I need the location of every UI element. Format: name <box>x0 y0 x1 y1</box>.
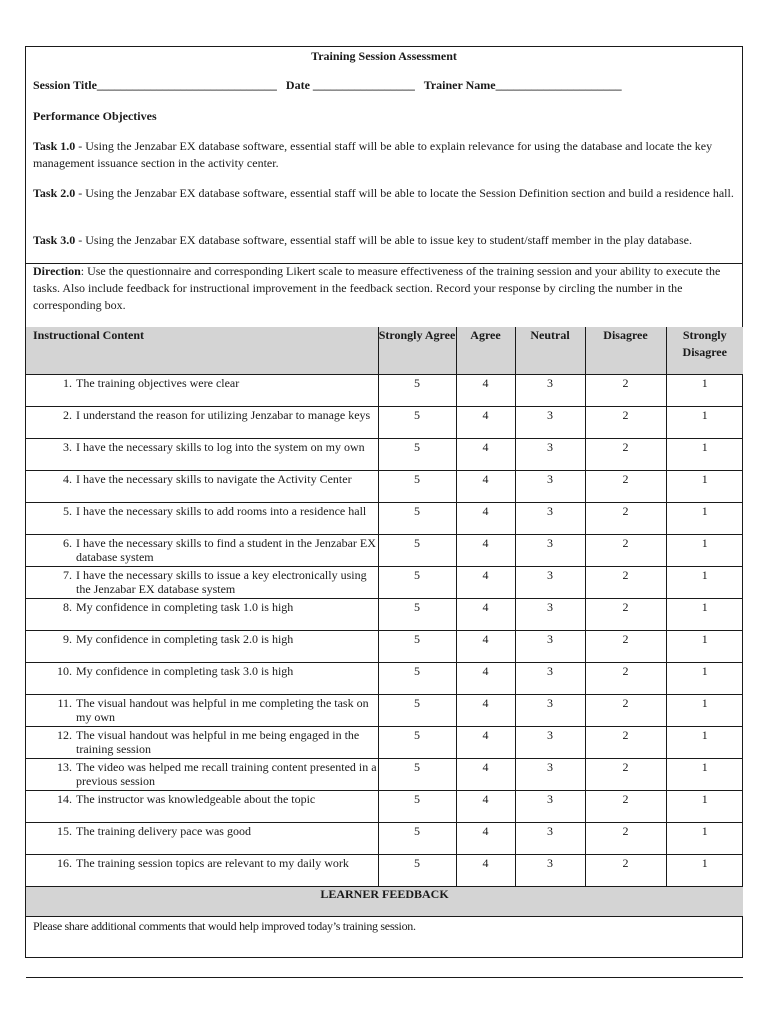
question-text: The visual handout was helpful in me being engaged in the training session <box>76 728 360 756</box>
rating-option[interactable]: 1 <box>666 855 743 887</box>
table-row <box>26 631 743 663</box>
rating-option[interactable]: 4 <box>456 631 515 663</box>
question-cell <box>26 855 378 887</box>
rating-option[interactable]: 5 <box>378 567 456 599</box>
table-row <box>26 791 743 823</box>
rating-option[interactable]: 4 <box>456 503 515 535</box>
header-neutral: Neutral <box>515 327 585 375</box>
question-text: My confidence in completing task 3.0 is high <box>76 664 294 678</box>
rating-option[interactable]: 3 <box>515 631 585 663</box>
header-strongly-disagree: Strongly Disagree <box>666 327 743 375</box>
question-text: My confidence in completing task 1.0 is high <box>76 600 294 614</box>
task-label: Task 2.0 <box>33 186 76 200</box>
feedback-comment-row <box>26 917 743 978</box>
question-text: The video was helped me recall training content presented in a previous session <box>76 760 377 788</box>
learner-feedback-heading: LEARNER FEEDBACK <box>26 887 743 917</box>
rating-option[interactable]: 2 <box>585 855 666 887</box>
question-text: The training session topics are relevant to my daily work <box>76 856 349 870</box>
question-cell <box>26 791 378 823</box>
rating-option[interactable]: 1 <box>666 791 743 823</box>
rating-option[interactable]: 4 <box>456 663 515 695</box>
rating-option[interactable]: 3 <box>515 375 585 407</box>
rating-option[interactable]: 5 <box>378 663 456 695</box>
question-text: The training delivery pace was good <box>76 824 251 838</box>
task-label: Task 1.0 <box>33 139 76 153</box>
rating-option[interactable]: 2 <box>585 695 666 727</box>
rating-option[interactable]: 5 <box>378 375 456 407</box>
rating-option[interactable]: 2 <box>585 727 666 759</box>
direction-section <box>26 263 742 328</box>
rating-option[interactable]: 4 <box>456 439 515 471</box>
question-text: I have the necessary skills to find a student in the Jenzabar EX database system <box>76 536 376 564</box>
rating-option[interactable]: 2 <box>585 567 666 599</box>
task-text: - Using the Jenzabar EX database software, essential staff will be able to issue key to student/staff member in the play database. <box>75 233 692 247</box>
question-cell <box>26 375 378 407</box>
question-number: 5. <box>63 504 72 518</box>
rating-option[interactable]: 4 <box>456 823 515 855</box>
likert-table <box>26 327 743 978</box>
question-number: 9. <box>63 632 72 646</box>
table-row <box>26 407 743 439</box>
table-row <box>26 727 743 759</box>
rating-option[interactable]: 1 <box>666 695 743 727</box>
question-text: The visual handout was helpful in me completing the task on my own <box>76 696 369 724</box>
rating-option[interactable]: 5 <box>378 791 456 823</box>
rating-option[interactable]: 1 <box>666 407 743 439</box>
rating-option[interactable]: 2 <box>585 439 666 471</box>
question-rows <box>26 375 743 887</box>
rating-option[interactable]: 2 <box>585 791 666 823</box>
question-number: 15. <box>57 824 72 838</box>
table-row <box>26 503 743 535</box>
session-info-line <box>33 78 622 93</box>
rating-option[interactable]: 1 <box>666 759 743 791</box>
question-cell <box>26 631 378 663</box>
rating-option[interactable]: 3 <box>515 503 585 535</box>
question-text: The instructor was knowledgeable about the topic <box>76 792 316 806</box>
table-row <box>26 599 743 631</box>
question-cell <box>26 727 378 759</box>
rating-option[interactable]: 5 <box>378 535 456 567</box>
rating-option[interactable]: 4 <box>456 855 515 887</box>
question-cell <box>26 439 378 471</box>
direction-label: Direction <box>33 264 81 278</box>
feedback-prompt: Please share additional comments that would help improved today’s training session. <box>33 919 416 933</box>
rating-option[interactable]: 3 <box>515 823 585 855</box>
question-cell <box>26 759 378 791</box>
rating-option[interactable]: 2 <box>585 375 666 407</box>
rating-option[interactable]: 4 <box>456 375 515 407</box>
table-row <box>26 567 743 599</box>
question-number: 1. <box>63 376 72 390</box>
rating-option[interactable]: 5 <box>378 407 456 439</box>
rating-option[interactable]: 1 <box>666 727 743 759</box>
question-cell <box>26 503 378 535</box>
performance-objectives-heading: Performance Objectives <box>33 109 157 123</box>
rating-option[interactable]: 1 <box>666 599 743 631</box>
rating-option[interactable]: 4 <box>456 791 515 823</box>
rating-option[interactable]: 3 <box>515 535 585 567</box>
header-strongly-agree: Strongly Agree <box>378 327 456 375</box>
rating-option[interactable]: 3 <box>515 695 585 727</box>
header-agree: Agree <box>456 327 515 375</box>
rating-option[interactable]: 3 <box>515 727 585 759</box>
direction-text <box>33 263 739 314</box>
question-text: My confidence in completing task 2.0 is high <box>76 632 294 646</box>
table-row <box>26 695 743 727</box>
table-row <box>26 471 743 503</box>
feedback-header-row <box>26 887 743 917</box>
header-section <box>26 47 742 264</box>
question-cell <box>26 823 378 855</box>
question-number: 3. <box>63 440 72 454</box>
rating-option[interactable]: 4 <box>456 407 515 439</box>
rating-option[interactable]: 1 <box>666 375 743 407</box>
rating-option[interactable]: 2 <box>585 823 666 855</box>
feedback-comment-box[interactable] <box>26 917 743 978</box>
rating-option[interactable]: 5 <box>378 855 456 887</box>
rating-option[interactable]: 2 <box>585 663 666 695</box>
table-row <box>26 759 743 791</box>
rating-option[interactable]: 5 <box>378 727 456 759</box>
task-3 <box>33 232 739 249</box>
task-2 <box>33 185 739 202</box>
rating-option[interactable]: 1 <box>666 439 743 471</box>
rating-option[interactable]: 5 <box>378 695 456 727</box>
rating-option[interactable]: 5 <box>378 599 456 631</box>
rating-option[interactable]: 3 <box>515 471 585 503</box>
rating-option[interactable]: 4 <box>456 471 515 503</box>
rating-option[interactable]: 3 <box>515 855 585 887</box>
rating-option[interactable]: 1 <box>666 535 743 567</box>
rating-option[interactable]: 5 <box>378 503 456 535</box>
table-row <box>26 823 743 855</box>
question-cell <box>26 567 378 599</box>
rating-option[interactable]: 3 <box>515 663 585 695</box>
table-row <box>26 855 743 887</box>
task-label: Task 3.0 <box>33 233 76 247</box>
question-number: 4. <box>63 472 72 486</box>
session-title-field[interactable]: Session Title______________________________ <box>33 78 277 92</box>
question-text: I have the necessary skills to log into the system on my own <box>76 440 365 454</box>
question-number: 10. <box>57 664 72 678</box>
rating-option[interactable]: 4 <box>456 599 515 631</box>
rating-option[interactable]: 1 <box>666 631 743 663</box>
rating-option[interactable]: 2 <box>585 503 666 535</box>
question-number: 6. <box>63 536 72 550</box>
question-cell <box>26 695 378 727</box>
question-number: 13. <box>57 760 72 774</box>
rating-option[interactable]: 2 <box>585 535 666 567</box>
rating-option[interactable]: 5 <box>378 759 456 791</box>
question-number: 16. <box>57 856 72 870</box>
task-1 <box>33 138 739 172</box>
rating-option[interactable]: 1 <box>666 663 743 695</box>
rating-option[interactable]: 2 <box>585 407 666 439</box>
table-row <box>26 439 743 471</box>
table-row <box>26 663 743 695</box>
rating-option[interactable]: 4 <box>456 567 515 599</box>
rating-option[interactable]: 5 <box>378 439 456 471</box>
rating-option[interactable]: 3 <box>515 791 585 823</box>
rating-option[interactable]: 4 <box>456 535 515 567</box>
rating-option[interactable]: 2 <box>585 471 666 503</box>
question-number: 11. <box>57 696 72 710</box>
question-text: I understand the reason for utilizing Jenzabar to manage keys <box>76 408 371 422</box>
task-text: - Using the Jenzabar EX database software, essential staff will be able to explain relevance for using the database and locate the key management issuance section in the activity center. <box>33 139 713 170</box>
question-number: 14. <box>57 792 72 806</box>
rating-option[interactable]: 3 <box>515 599 585 631</box>
question-cell <box>26 471 378 503</box>
rating-option[interactable]: 4 <box>456 759 515 791</box>
question-cell <box>26 663 378 695</box>
rating-option[interactable]: 2 <box>585 599 666 631</box>
question-number: 2. <box>63 408 72 422</box>
rating-option[interactable]: 3 <box>515 759 585 791</box>
form-title: Training Session Assessment <box>311 49 457 63</box>
direction-body: : Use the questionnaire and corresponding Likert scale to measure effectiveness of the training session and your ability to execute the tasks. Also include feedback for instructional improvement in the feedback section. Record your response by circling the number in the corresponding box. <box>33 264 721 312</box>
table-row <box>26 375 743 407</box>
question-cell <box>26 535 378 567</box>
question-text: I have the necessary skills to navigate the Activity Center <box>76 472 352 486</box>
question-number: 7. <box>63 568 72 582</box>
question-text: I have the necessary skills to add rooms into a residence hall <box>76 504 367 518</box>
header-instructional-content: Instructional Content <box>26 327 378 375</box>
date-field[interactable]: Date _________________ <box>285 78 415 92</box>
rating-option[interactable]: 5 <box>378 823 456 855</box>
rating-option[interactable]: 5 <box>378 631 456 663</box>
trainer-name-field[interactable]: Trainer Name_____________________ <box>423 78 622 92</box>
question-text: The training objectives were clear <box>76 376 240 390</box>
rating-option[interactable]: 1 <box>666 471 743 503</box>
assessment-form <box>25 46 743 958</box>
rating-option[interactable]: 5 <box>378 471 456 503</box>
task-text: - Using the Jenzabar EX database software, essential staff will be able to locate the Session Definition section and build a residence hall. <box>75 186 734 200</box>
rating-option[interactable]: 4 <box>456 695 515 727</box>
table-row <box>26 535 743 567</box>
rating-option[interactable]: 1 <box>666 823 743 855</box>
rating-option[interactable]: 1 <box>666 567 743 599</box>
rating-option[interactable]: 1 <box>666 503 743 535</box>
table-header-row <box>26 327 743 375</box>
question-number: 12. <box>57 728 72 742</box>
rating-option[interactable]: 3 <box>515 567 585 599</box>
rating-option[interactable]: 4 <box>456 727 515 759</box>
rating-option[interactable]: 2 <box>585 631 666 663</box>
rating-option[interactable]: 2 <box>585 759 666 791</box>
rating-option[interactable]: 3 <box>515 407 585 439</box>
rating-option[interactable]: 3 <box>515 439 585 471</box>
question-number: 8. <box>63 600 72 614</box>
question-text: I have the necessary skills to issue a key electronically using the Jenzabar EX database system <box>76 568 367 596</box>
question-cell <box>26 407 378 439</box>
header-disagree: Disagree <box>585 327 666 375</box>
question-cell <box>26 599 378 631</box>
